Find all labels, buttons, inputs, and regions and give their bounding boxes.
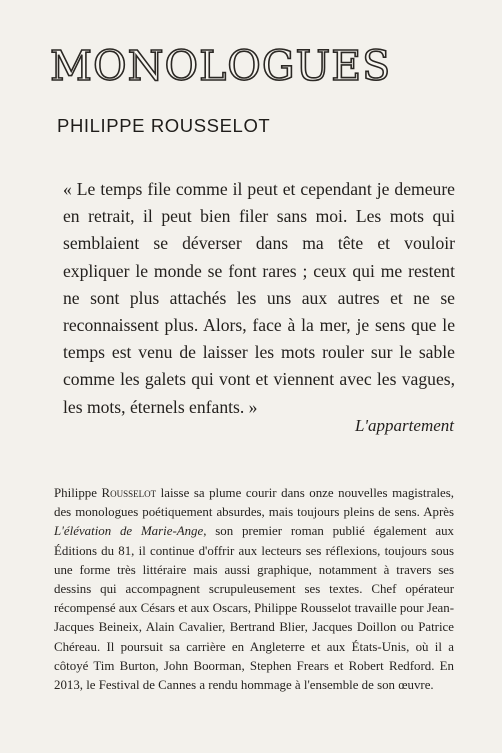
author-biography: [54, 484, 454, 695]
excerpt-source: L'appartement: [354, 416, 454, 435]
author-name: PHILIPPE ROUSSELOT: [57, 115, 271, 136]
bio-book-title: L'élévation de Marie-Ange: [54, 524, 204, 539]
book-title: MONOLOGUES: [50, 42, 392, 90]
bio-first-name: Philippe: [54, 486, 97, 500]
bio-last-name: Rousselot: [101, 486, 157, 500]
bio-text-part-1: laisse sa plume courir dans onze nouvelles magistrales, des monologues poétiquement absurdes, mais toujours pleins de sens. Après: [54, 486, 454, 520]
excerpt-quote: « Le temps file comme il peut et cependant je demeure en retrait, il peut bien filer sans moi. Les mots qui semblaient se déverser dans ma tête et vouloir expliquer le monde se font rares ; ceux qui me restent ne sont plus attachés les uns aux autres et ne se reconnaissent plus. Alors, face à la mer, je sens que le temps est venu de laisser les mots rouler sur le sable comme les galets qui vont et viennent avec les vagues, les mots, éternels enfants. »: [63, 179, 455, 417]
bio-text-part-2: , son premier roman publié également aux Éditions du 81, il continue d'offrir aux lecteurs ses réflexions, toujours sous une forme très littéraire mais aussi graphique, notamment à travers ses dessins qui accompagnent scrupuleusement ses textes. Chef opérateur récompensé aux Césars et aux Oscars, Philippe Rousselot travaille pour Jean-Jacques Beineix, Alain Cavalier, Bertrand Blier, Jacques Doillon ou Patrice Chéreau. Il poursuit sa carrière en Angleterre et aux États-Unis, où il a côtoyé Tim Burton, John Boorman, Stephen Frears et Robert Redford. En 2013, le Festival de Cannes a rendu hommage à l'ensemble de son œuvre.: [54, 524, 454, 693]
